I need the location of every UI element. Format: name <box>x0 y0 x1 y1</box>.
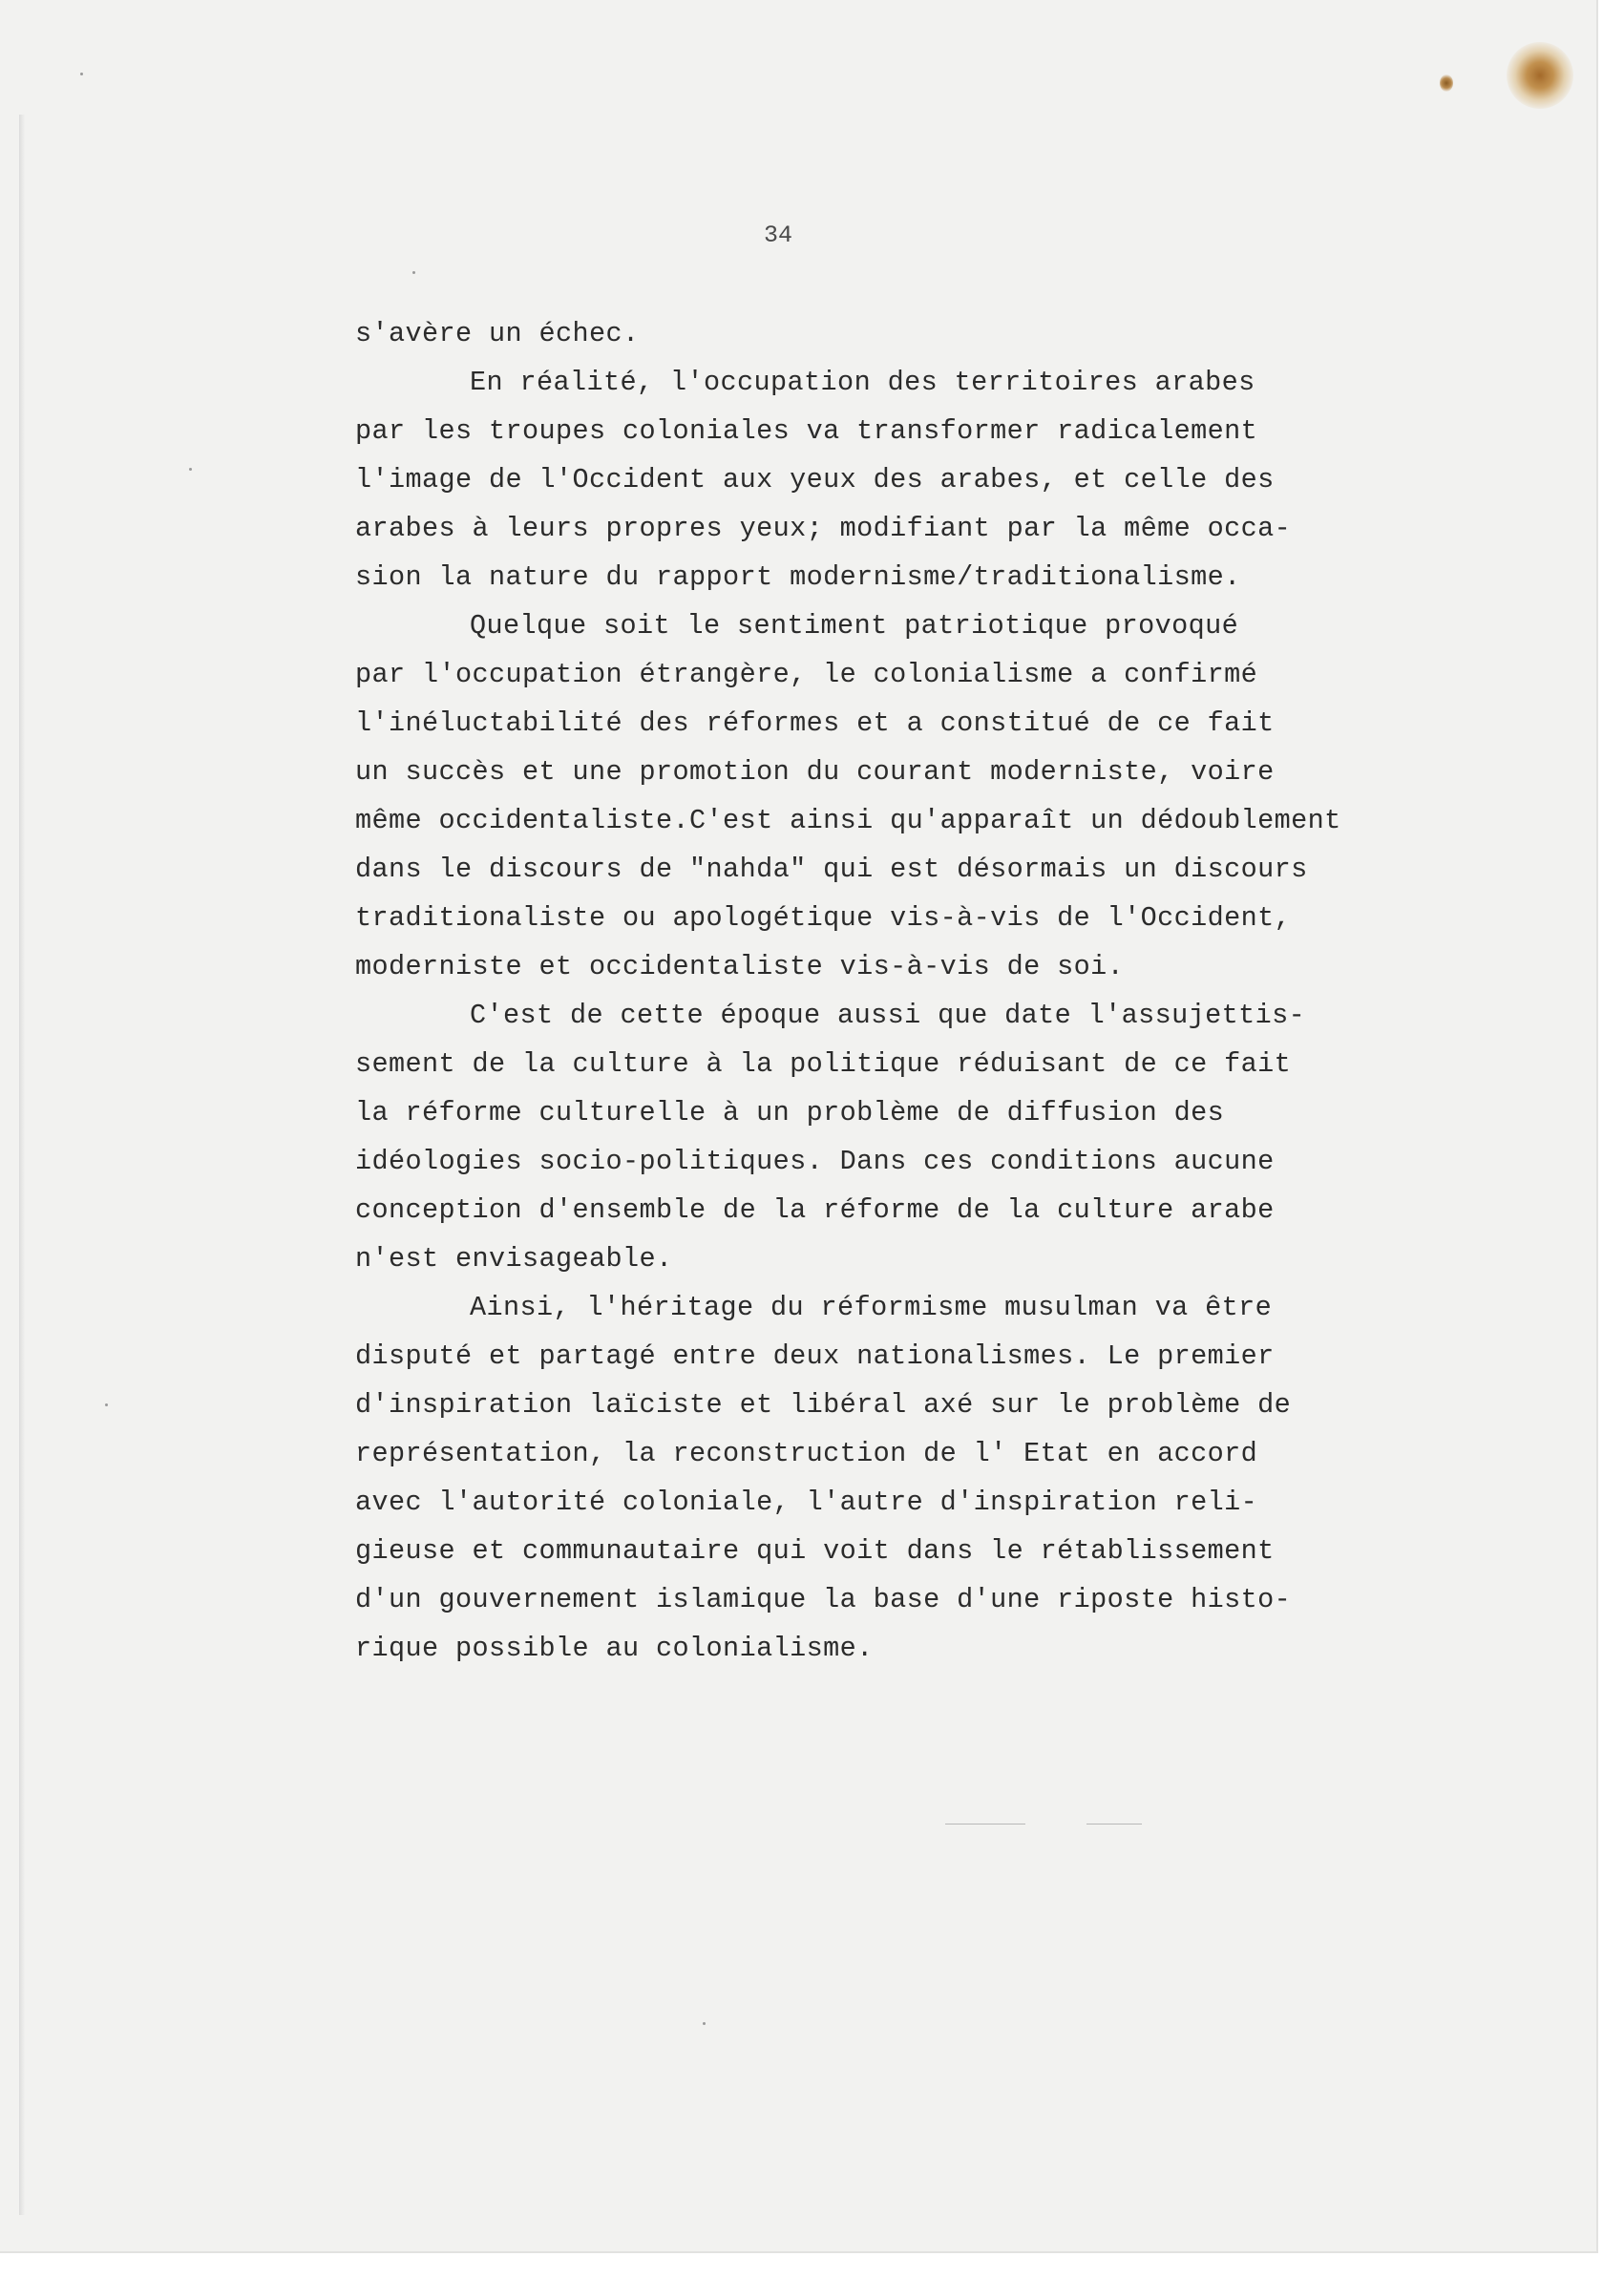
text-line: Ainsi, l'héritage du réformisme musulman va être <box>470 1292 1273 1323</box>
separator-rule <box>945 1824 1025 1825</box>
text-line: la réforme culturelle à un problème de diffusion des <box>355 1097 1225 1128</box>
speck <box>412 271 415 274</box>
text-line: disputé et partagé entre deux nationalismes. Le premier <box>355 1340 1275 1372</box>
text-line: par l'occupation étrangère, le colonialisme a confirmé <box>355 659 1258 690</box>
text-line: gieuse et communautaire qui voit dans le rétablissement <box>355 1535 1275 1567</box>
page-edge-shadow <box>19 115 25 2215</box>
text-line: l'image de l'Occident aux yeux des arabes, et celle des <box>355 464 1275 496</box>
text-line: même occidentaliste.C'est ainsi qu'apparaît un dédoublement <box>355 805 1341 836</box>
text-line: En réalité, l'occupation des territoires arabes <box>470 367 1255 398</box>
speck <box>80 73 83 75</box>
text-line: s'avère un échec. <box>355 318 640 349</box>
text-line: sement de la culture à la politique réduisant de ce fait <box>355 1048 1292 1080</box>
speck <box>703 2022 706 2025</box>
separator-rule <box>1086 1824 1142 1825</box>
text-line: d'inspiration laïciste et libéral axé sur le problème de <box>355 1389 1292 1421</box>
text-line: sion la nature du rapport modernisme/traditionalisme. <box>355 561 1241 593</box>
text-line: un succès et une promotion du courant moderniste, voire <box>355 756 1275 788</box>
speck <box>105 1403 108 1406</box>
text-line: dans le discours de "nahda" qui est désormais un discours <box>355 854 1308 885</box>
stain-mark <box>1507 42 1573 109</box>
text-line: traditionaliste ou apologétique vis-à-vis de l'Occident, <box>355 902 1292 934</box>
text-line: idéologies socio-politiques. Dans ces conditions aucune <box>355 1146 1275 1177</box>
text-line: rique possible au colonialisme. <box>355 1633 874 1664</box>
text-line: arabes à leurs propres yeux; modifiant par la même occa- <box>355 513 1292 544</box>
text-line: C'est de cette époque aussi que date l'assujettis- <box>470 1000 1306 1031</box>
text-line: moderniste et occidentaliste vis-à-vis de soi. <box>355 951 1125 982</box>
text-line: par les troupes coloniales va transformer radicalement <box>355 415 1258 447</box>
body-text <box>355 309 1596 1673</box>
speck <box>189 468 192 471</box>
page-number: 34 <box>764 221 793 249</box>
text-line: l'inéluctabilité des réformes et a constitué de ce fait <box>355 707 1275 739</box>
stain-mark <box>1440 74 1453 92</box>
text-line: Quelque soit le sentiment patriotique provoqué <box>470 610 1239 642</box>
text-line: représentation, la reconstruction de l' Etat en accord <box>355 1438 1258 1469</box>
text-line: conception d'ensemble de la réforme de la culture arabe <box>355 1194 1275 1226</box>
text-line: n'est envisageable. <box>355 1243 673 1275</box>
text-line: avec l'autorité coloniale, l'autre d'inspiration reli- <box>355 1487 1258 1518</box>
text-line: d'un gouvernement islamique la base d'une riposte histo- <box>355 1584 1292 1615</box>
